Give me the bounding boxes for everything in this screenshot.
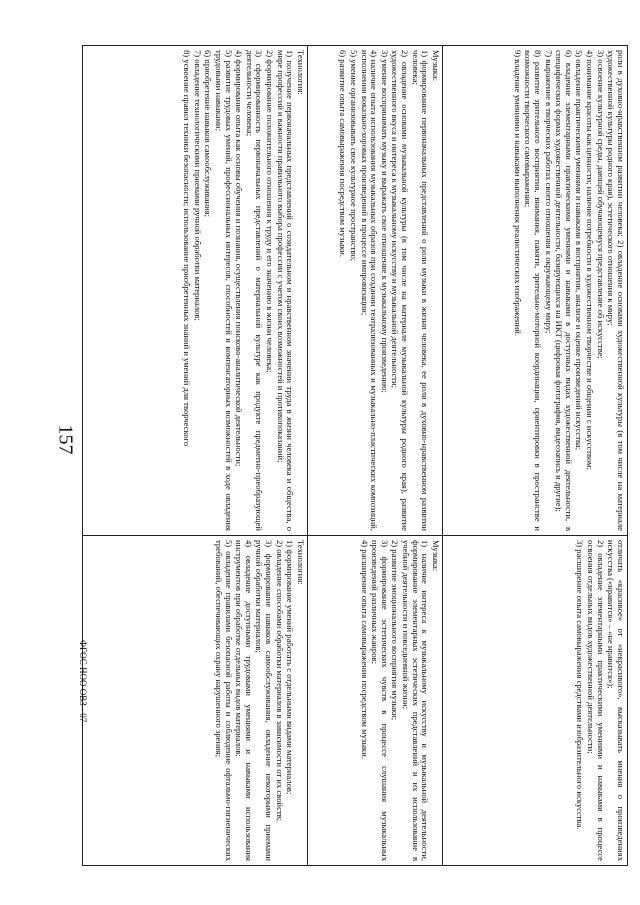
adapted-requirements-cell — [83, 536, 308, 866]
cell-paragraph: 8) развитие зрительного восприятия, внимания, памяти, зрительно-моторной координации, ориентировки в пространстве и возможности творческого самовыражения; — [523, 50, 543, 531]
cell-paragraph: 2) овладение способами обработки материалов в зависимости от их свойств; — [274, 540, 285, 822]
table-row — [83, 46, 308, 866]
cell-paragraph: 1) формирование умений работать с отдельными видами материалов; — [285, 540, 296, 795]
rotated-table-container — [83, 45, 628, 865]
cell-paragraph: 4) наличие опыта использования музыкальных образов при создании театрализованных и музыкально-пластических композиций, исполнении вокально-хоровых произведений в процессе импровизации; — [359, 50, 380, 531]
general-requirements-cell — [443, 46, 628, 536]
cell-paragraph: 3) сформированность первоначальных представлений о материальной культуре как продукте предметно-преобразующей деятельности человека; — [244, 50, 265, 531]
adapted-requirements-cell — [443, 536, 628, 866]
cell-paragraph: 5) овладение правилами безопасной работы и соблюдение офтальмо-гигиенических требований, обеспечивающих охрану нарушенного зрения; — [214, 540, 234, 861]
cell-paragraph: 2) развитие эмоционального восприятия музыки; — [390, 540, 401, 721]
cell-paragraph: Музыка: — [431, 540, 441, 572]
cell-paragraph: 6) приобретение навыков самообслуживания; — [203, 50, 214, 218]
cell-paragraph: Технология: — [296, 540, 306, 585]
cell-paragraph: 3) формирование навыков самообслуживания, овладение некоторыми приемами ручной обработки материалов; — [254, 540, 275, 861]
cell-paragraph: 5) умение организовывать свое культурное пространство; — [349, 50, 359, 262]
general-requirements-cell — [308, 46, 443, 536]
cell-paragraph: 9) владение умениями и навыками выполнения реалистических изображений. — [512, 50, 523, 336]
cell-paragraph: 4) расширение опыта самовыражения посредством музыки. — [359, 540, 370, 759]
cell-paragraph: 7) выражение в творческих работах своего отношения к окружающему миру; — [543, 50, 554, 334]
cell-paragraph: 6) развитие опыта самовыражения посредством музыки. — [338, 50, 349, 258]
cell-paragraph: 2) овладение основами музыкальной культуры (в том числе на материале музыкальной культуры родного края), развитие художественного вкуса и интереса к музыкальному искусству и музыкальной деятельности; — [390, 50, 411, 531]
cell-paragraph: 8) усвоение правил техники безопасности; использование приобретенных знаний и умений для творческого — [182, 50, 193, 447]
cell-paragraph: 3) формирование эстетических чувств в процессе слушания музыкальных произведений различных жанров; — [370, 540, 390, 861]
cell-paragraph: 6) владение элементарными практическими умениями и навыками в доступных видах художественной деятельности, в специфических формах художественной деятельности, базирующихся на ИКТ (цифровая фотография, видеозапись и другие); — [554, 50, 574, 531]
table-row — [308, 46, 443, 866]
cell-paragraph: Технология: — [296, 50, 306, 95]
general-requirements-cell — [83, 46, 308, 536]
cell-paragraph: 5) овладение практическими умениями и навыками в восприятии, анализе и оценке произведений искусства; — [574, 50, 585, 451]
cell-paragraph: 2) формирование положительного отношения к труду и его значению в жизни человека; — [265, 50, 276, 373]
cell-paragraph: Музыка: — [431, 50, 441, 82]
adapted-requirements-cell — [308, 536, 443, 866]
cell-paragraph: 4) понимание красоты как ценности; наличие потребности в художественном творчестве и общении с искусством; — [585, 50, 596, 470]
cell-paragraph: 3) умение воспринимать музыку и выражать свое отношение к музыкальному произведению; — [379, 50, 390, 393]
cell-paragraph: 1) наличие интереса к музыкальному искусству и музыкальной деятельности, формирование элементарных эстетических представлений и их использование в учебной деятельности и повседневной жизни; — [401, 540, 431, 861]
cell-paragraph: отличать «красивое» от «некрасивого», высказывать мнения о произведениях искусства («нравится» – «не нравится»); — [606, 540, 626, 861]
cell-paragraph: 3) освоение культурной среды, дающей обучающемуся представление об искусстве; — [595, 50, 606, 359]
table-row — [443, 46, 628, 866]
cell-paragraph: 4) формирование опыта как основы обучения и познания, осуществления поисково-аналитической деятельности; — [234, 50, 245, 467]
cell-paragraph: роли в духовно-нравственном развитии человека; 2) овладение основами художественной культуры (в том числе на материале художественной культуры родного края), эстетического отношения к миру; — [606, 50, 626, 531]
cell-paragraph: 1) формирование первоначальных представлений о роли музыки в жизни человека, ее роли в духовно-нравственном развитии человека; — [410, 50, 431, 531]
cell-paragraph: 4) овладение доступными трудовыми умениями и навыками использования инструментов при обработке отдельных видов материалов; — [234, 540, 254, 861]
cell-paragraph: 1) получение первоначальных представлений о созидательном и нравственном значении труда в жизни человека и общества, о мире профессий и важности правильного выбора профессии с учетом своих возможностей и противопоказаний; — [275, 50, 296, 531]
footer-code: ФГОС НОО ОВЗ - 07 — [78, 640, 88, 723]
cell-paragraph: 3) расширение опыта самовыражения средствами изобразительного искусства. — [575, 540, 586, 830]
cell-paragraph: 2) овладение элементарными практическими умениями и навыками в процессе освоения отдельных видов художественной деятельности; — [586, 540, 606, 861]
results-table — [82, 45, 628, 866]
page-number: 157 — [54, 424, 77, 455]
cell-paragraph: 5) развитие трудовых умений, профессиональных интересов, способностей и компенсаторных возможностей в ходе овладения трудовыми навыками; — [214, 50, 234, 531]
cell-paragraph: 7) овладение технологическими приемами ручной обработки материалов; — [192, 50, 203, 321]
